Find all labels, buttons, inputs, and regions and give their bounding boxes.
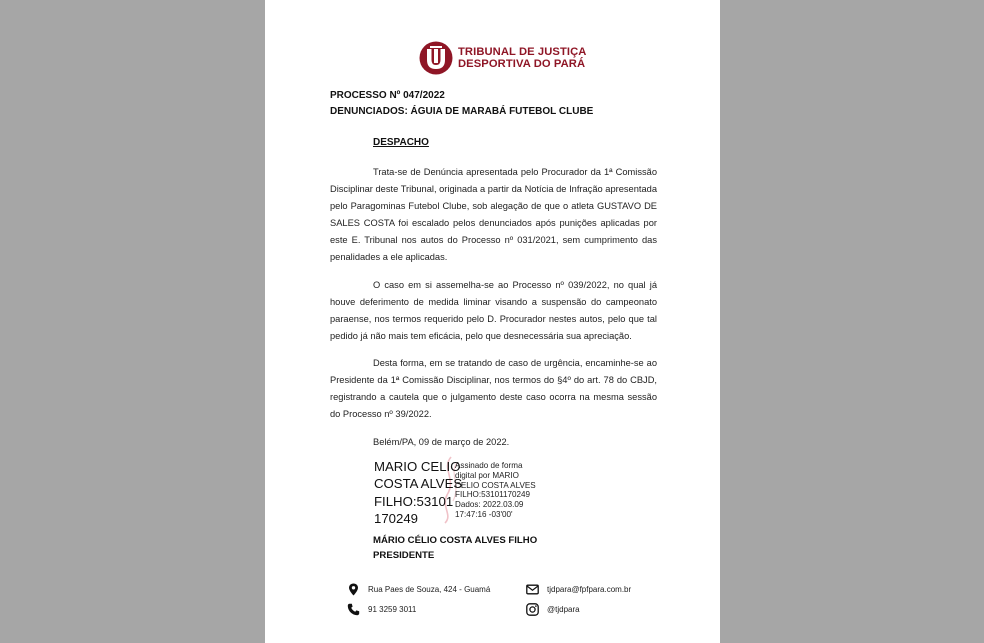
- address-text: Rua Paes de Souza, 424 - Guamá: [368, 585, 491, 594]
- signature-detail-line: FILHO:53101170249: [455, 490, 530, 500]
- footer-phone: [347, 603, 416, 616]
- paragraph-3: Desta forma, em se tratando de caso de urgência, encaminhe-se ao Presidente da 1ª Comissão Disciplinar, nos termos do §4º do art. 78 do CBJD, registrando a cautela que o julgamento deste caso ocorra na mesma sessão do Processo nº 39/2022.: [330, 358, 657, 419]
- signature-detail-line: Assinado de forma: [455, 461, 523, 470]
- footer-email: [526, 583, 631, 596]
- tribunal-emblem-icon: [419, 41, 453, 75]
- instagram-icon: [526, 603, 539, 616]
- paragraph-2: O caso em si assemelha-se ao Processo nº 039/2022, no qual já houve deferimento de medida liminar visando a suspensão do campeonato paraense, nos termos requerido pelo D. Procurador nestes autos, pelo que tal pedido já não mais tem eficácia, pelo que desnecessária sua apreciação.: [330, 280, 657, 341]
- signature-detail-line: digital por MARIO: [455, 470, 519, 480]
- signature-name-line: 170249: [374, 511, 419, 527]
- digital-signature-details: [455, 461, 536, 520]
- signature-detail-line: CELIO COSTA ALVES: [455, 480, 536, 490]
- signature-name-line: MARIO CELIO: [374, 459, 461, 474]
- footer-instagram: [526, 603, 580, 616]
- signature-detail-line: 17:47:16 -03'00': [455, 509, 513, 519]
- signer-role: PRESIDENTE: [373, 550, 435, 561]
- phone-text: 91 3259 3011: [368, 605, 417, 614]
- tribunal-logo: [419, 40, 587, 76]
- footer-address: [347, 583, 490, 596]
- signature-detail-line: Dados: 2022.03.09: [455, 500, 524, 510]
- logo-line-1: TRIBUNAL DE JUSTIÇA: [458, 45, 587, 58]
- document-title: DESPACHO: [373, 137, 429, 148]
- paragraph-1: Trata-se de Denúncia apresentada pelo Procurador da 1ª Comissão Disciplinar deste Tribunal, originada a partir da Notícia de Infração apresentada pelo Paragominas Futebol Clube, sob alegação de que o atleta GUSTAVO DE SALES COSTA foi escalado pelos denunciados após punições aplicadas por este E. Tribunal nos autos do Processo nº 031/2021, sem cumprimento das penalidades a ele aplicadas.: [330, 167, 657, 262]
- phone-icon: [347, 603, 360, 616]
- document-page: [265, 0, 720, 643]
- location-pin-icon: [347, 583, 360, 596]
- email-text: tjdpara@fpfpara.com.br: [547, 585, 632, 594]
- signature-name-line: FILHO:53101: [374, 493, 454, 509]
- place-date: Belém/PA, 09 de março de 2022.: [373, 437, 510, 447]
- instagram-text: @tjdpara: [547, 605, 580, 614]
- logo-text: [458, 46, 587, 71]
- logo-line-2: DESPORTIVA DO PARÁ: [458, 58, 586, 70]
- mail-icon: [526, 583, 539, 596]
- digital-signature-name: [374, 458, 462, 528]
- process-number: PROCESSO Nº 047/2022: [330, 90, 445, 101]
- signer-name: MÁRIO CÉLIO COSTA ALVES FILHO: [373, 535, 538, 546]
- signature-name-line: COSTA ALVES: [374, 476, 463, 492]
- accused-line: DENUNCIADOS: ÁGUIA DE MARABÁ FUTEBOL CLUBE: [330, 106, 594, 117]
